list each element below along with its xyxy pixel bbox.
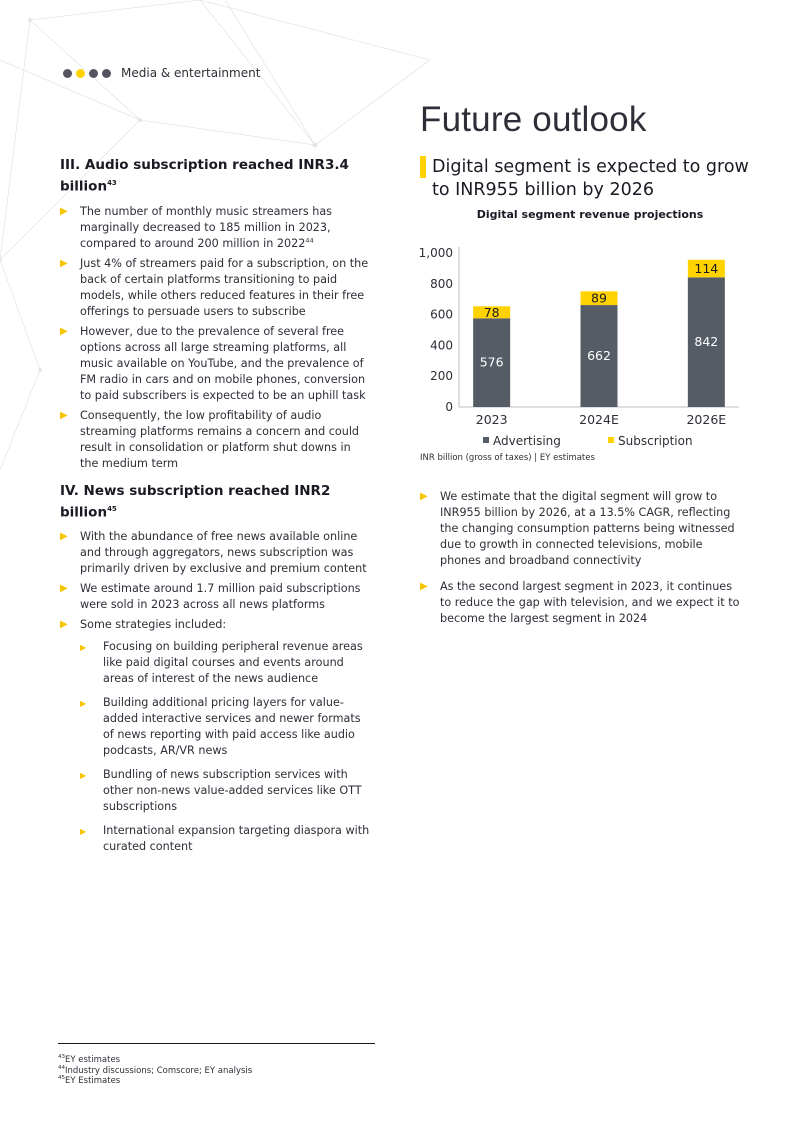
y-tick-label: 0 xyxy=(445,400,453,414)
chart-heading: Digital segment is expected to grow to INR955 billion by 2026 xyxy=(432,157,749,200)
news-bullet-list xyxy=(60,529,372,855)
y-tick-label: 800 xyxy=(430,276,453,291)
footnote-divider xyxy=(58,1043,375,1044)
header-section-label: Media & entertainment xyxy=(121,66,261,80)
bullet-arrow-icon: ▶ xyxy=(60,409,68,421)
outlook-bullet-list xyxy=(420,489,740,627)
y-tick-label: 200 xyxy=(430,369,453,384)
x-tick-label: 2023 xyxy=(475,412,508,427)
bullet-text: However, due to the prevalence of several free options across all large streaming platforms, all music available on YouTube, and the prevalence of FM radio in cars and on mobile phones, conversion to paid subscribers is expected to be an uphill task xyxy=(80,324,366,402)
bullet-arrow-icon: ▶ xyxy=(60,583,68,594)
bullet-arrow-icon: ▶ xyxy=(80,771,87,780)
list-item xyxy=(420,579,740,627)
header-dot xyxy=(89,69,98,78)
y-tick-label: 400 xyxy=(430,338,453,353)
y-tick-label: 600 xyxy=(430,307,453,322)
bullet-text: As the second largest segment in 2023, it continues to reduce the gap with television, and we expect it to become the largest segment in 2024 xyxy=(440,580,740,625)
list-item xyxy=(60,617,372,855)
bullet-arrow-icon: ▶ xyxy=(60,257,68,269)
data-label: 78 xyxy=(483,304,500,320)
x-tick-label: 2026E xyxy=(686,412,727,427)
list-item xyxy=(60,408,372,472)
list-item xyxy=(60,529,372,577)
bullet-text: We estimate that the digital segment will grow to INR955 billion by 2026, at a 13.5% CAGR, reflecting the changing consumption patterns being witnessed due to growth in connected televisions, mobile phones and broadband connectivity xyxy=(440,490,735,567)
bullet-text: Some strategies included: xyxy=(80,618,227,631)
right-column xyxy=(420,489,740,637)
stacked-bar-chart xyxy=(415,236,745,456)
footnotes xyxy=(58,1055,252,1087)
list-item xyxy=(60,204,372,252)
data-label: 662 xyxy=(587,348,611,364)
legend-swatch-advertising xyxy=(483,437,489,443)
bullet-text: We estimate around 1.7 million paid subscriptions were sold in 2023 across all news platforms xyxy=(80,582,361,611)
bullet-arrow-icon: ▶ xyxy=(60,325,68,337)
data-label: 842 xyxy=(694,334,719,350)
left-column xyxy=(60,156,372,863)
data-label: 89 xyxy=(591,290,607,306)
footnote-ref: 44 xyxy=(305,235,314,244)
header-dot xyxy=(63,69,72,78)
footnote: $^{43}$EY estimates xyxy=(58,1054,121,1065)
bullet-arrow-icon: ▶ xyxy=(80,643,87,652)
bullet-text: The number of monthly music streamers has marginally decreased to 185 million in 2023, compared to around 200 million in 2022 xyxy=(80,204,332,250)
chart-heading-block xyxy=(420,156,760,202)
bullet-arrow-icon: ▶ xyxy=(60,531,68,542)
page-header xyxy=(63,66,260,80)
data-label: 576 xyxy=(479,354,504,370)
bullet-arrow-icon: ▶ xyxy=(420,491,428,502)
bullet-arrow-icon: ▶ xyxy=(60,205,68,217)
bullet-text: Focusing on building peripheral revenue areas like paid digital courses and events around areas of interest of the news audience xyxy=(103,640,363,685)
bullet-text: Consequently, the low profitability of audio streaming platforms remains a concern and could result in consolidation or platform shut downs in the medium term xyxy=(80,408,360,470)
list-item xyxy=(60,256,372,320)
list-item xyxy=(60,324,372,404)
sub-list-item xyxy=(80,695,372,759)
legend-label: Advertising xyxy=(493,434,561,448)
list-item xyxy=(60,581,372,613)
header-dot xyxy=(102,69,111,78)
bullet-text: Just 4% of streamers paid for a subscription, on the back of certain platforms transitioning to paid models, while others reduced features in their free offerings to persuade users to subscribe xyxy=(80,256,369,318)
section-heading-news: IV. News subscription reached INR2 billion$^{45}$ xyxy=(60,482,331,520)
legend-swatch-subscription xyxy=(608,437,614,443)
audio-bullet-list xyxy=(60,204,372,472)
bullet-text: Bundling of news subscription services with other non-news value-added services like OTT subscriptions xyxy=(103,768,362,813)
bullet-text: Building additional pricing layers for value-added interactive services and newer formats of news reporting with paid access like audio podcasts, AR/VR news xyxy=(103,696,361,757)
y-tick-label: 1,000 xyxy=(418,246,453,260)
heading-accent-bar xyxy=(420,156,426,178)
chart-title: Digital segment revenue projections xyxy=(476,208,704,221)
bullet-arrow-icon: ▶ xyxy=(80,699,87,708)
page-title: Future outlook xyxy=(420,100,647,139)
bullet-text: International expansion targeting diaspora with curated content xyxy=(103,824,370,853)
sub-list-item xyxy=(80,823,372,855)
footnote: $^{45}$EY Estimates xyxy=(58,1075,121,1086)
sub-list-item xyxy=(80,639,372,687)
data-label: 114 xyxy=(694,261,719,277)
bullet-text: With the abundance of free news available online and through aggregators, news subscription was primarily driven by exclusive and premium content xyxy=(80,530,367,575)
x-tick-label: 2024E xyxy=(579,412,619,427)
bullet-arrow-icon: ▶ xyxy=(420,581,428,592)
footnote: $^{44}$Industry discussions; Comscore; EY analysis xyxy=(58,1064,253,1076)
bullet-arrow-icon: ▶ xyxy=(60,619,68,630)
sub-bullet-list xyxy=(80,639,372,855)
chart-source: INR billion (gross of taxes) | EY estimates xyxy=(420,453,595,463)
sub-list-item xyxy=(80,767,372,815)
header-dot xyxy=(76,69,85,78)
legend-label: Subscription xyxy=(618,434,693,448)
bullet-arrow-icon: ▶ xyxy=(80,827,87,836)
section-heading-audio: III. Audio subscription reached INR3.4 billion$^{43}$ xyxy=(60,157,349,195)
list-item xyxy=(420,489,740,569)
